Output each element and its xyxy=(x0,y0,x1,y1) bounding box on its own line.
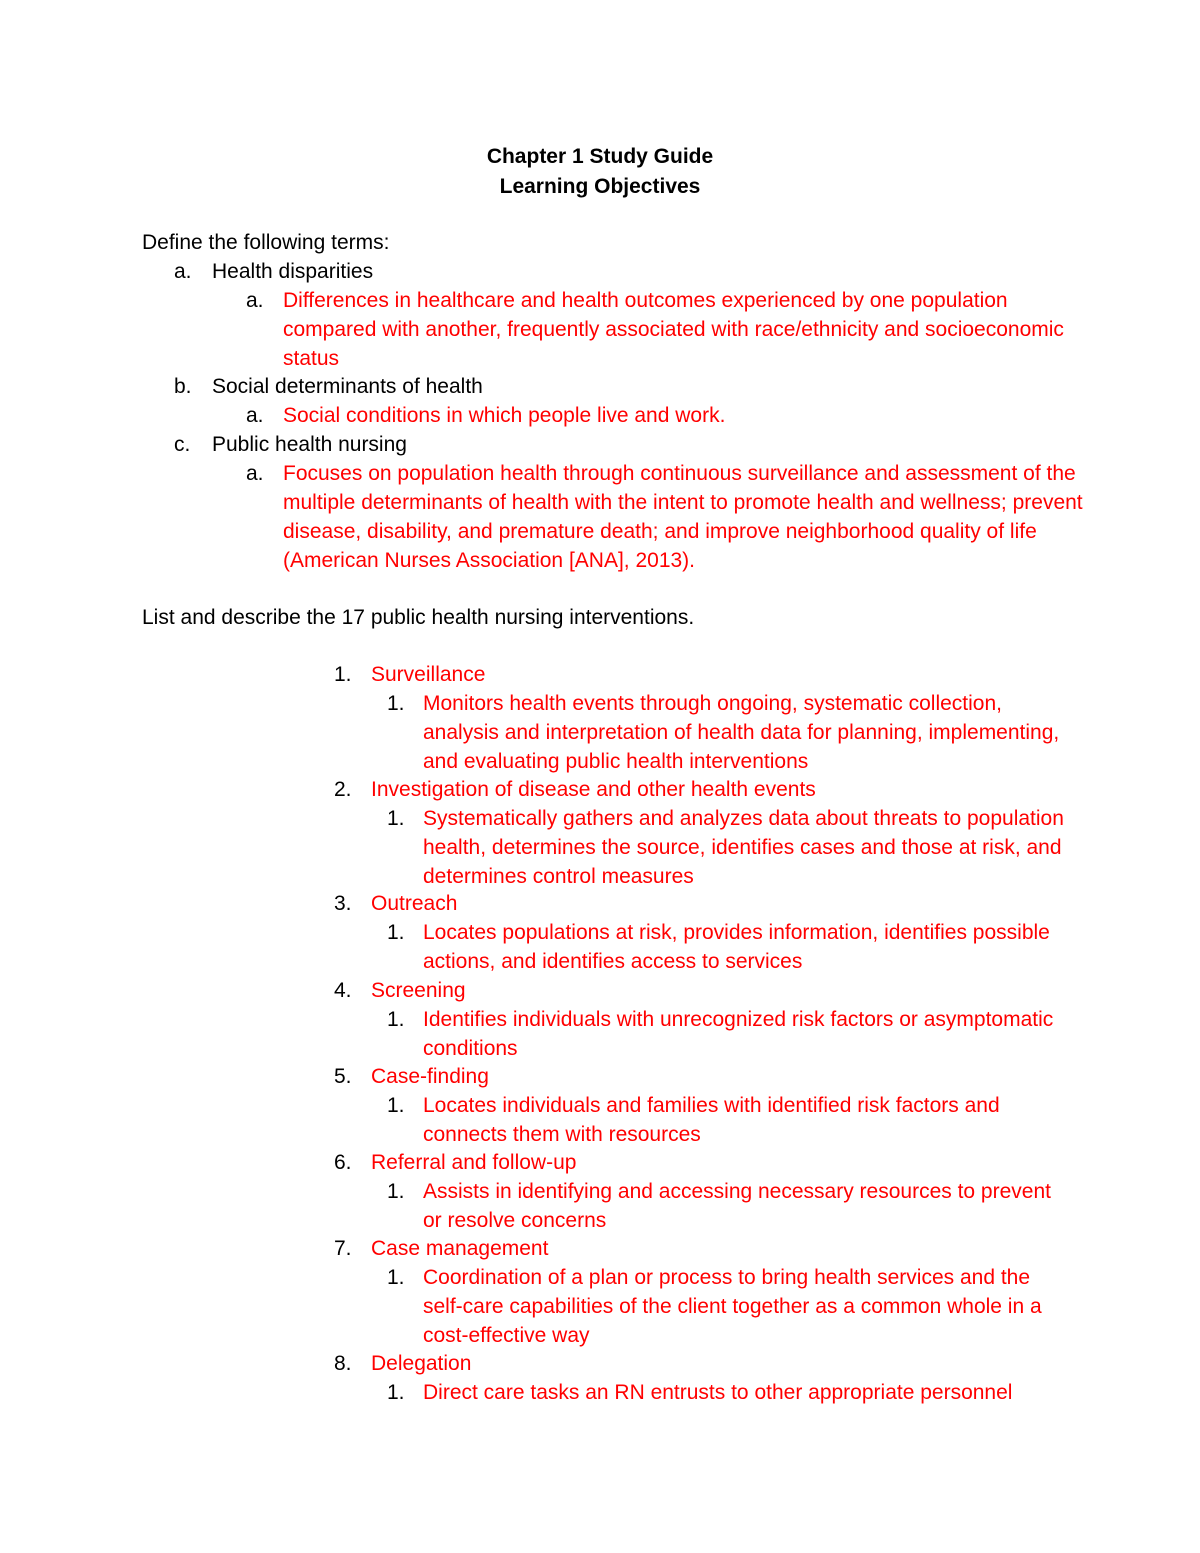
intervention-marker: 6. xyxy=(334,1151,352,1174)
page-subtitle: Learning Objectives xyxy=(499,175,701,198)
term-label: Public health nursing xyxy=(212,433,407,456)
intervention-description: Coordination of a plan or process to bring health services and the self-care capabilities of the client together as a common whole in a cost-effective way xyxy=(423,1266,1042,1347)
intervention-marker: 1. xyxy=(334,663,352,686)
intervention-description: Locates individuals and families with identified risk factors and connects them with resources xyxy=(423,1094,1000,1146)
intervention-name: Referral and follow-up xyxy=(371,1151,577,1174)
intervention-name: Case-finding xyxy=(371,1065,489,1088)
definition-marker: a. xyxy=(246,404,264,427)
intervention-sub-marker: 1. xyxy=(387,921,405,944)
term-label: Health disparities xyxy=(212,260,374,283)
intervention-description: Monitors health events through ongoing, systematic collection, analysis and interpretation of health data for planning, implementing, and evaluating public health interventions xyxy=(423,692,1060,773)
intervention-name: Investigation of disease and other health events xyxy=(371,778,816,801)
intervention-sub-marker: 1. xyxy=(387,1008,405,1031)
definition-text: Differences in healthcare and health outcomes experienced by one population compared with another, frequently associated with race/ethnicity and socioeconomic status xyxy=(283,289,1064,370)
intervention-sub-marker: 1. xyxy=(387,1381,405,1404)
definition-marker: a. xyxy=(246,462,264,485)
intervention-sub-marker: 1. xyxy=(387,1094,405,1117)
intervention-name: Screening xyxy=(371,979,466,1002)
intervention-sub-marker: 1. xyxy=(387,1266,405,1289)
term-marker: a. xyxy=(174,260,192,283)
definition-marker: a. xyxy=(246,289,264,312)
intervention-description: Identifies individuals with unrecognized risk factors or asymptomatic conditions xyxy=(423,1008,1054,1060)
intervention-description: Direct care tasks an RN entrusts to other appropriate personnel xyxy=(423,1381,1013,1404)
intervention-marker: 5. xyxy=(334,1065,352,1088)
page-title: Chapter 1 Study Guide xyxy=(486,145,714,168)
section1-prompt: Define the following terms: xyxy=(142,231,390,254)
term-marker: c. xyxy=(174,433,191,456)
intervention-description: Systematically gathers and analyzes data about threats to population health, determines the source, identifies cases and those at risk, and determines control measures xyxy=(423,807,1064,888)
term-marker: b. xyxy=(174,375,192,398)
intervention-name: Surveillance xyxy=(371,663,486,686)
definition-text: Social conditions in which people live and work. xyxy=(283,404,726,427)
section2-prompt: List and describe the 17 public health nursing interventions. xyxy=(142,606,695,629)
intervention-marker: 4. xyxy=(334,979,352,1002)
intervention-marker: 3. xyxy=(334,892,352,915)
intervention-description: Assists in identifying and accessing necessary resources to prevent or resolve concerns xyxy=(423,1180,1051,1232)
term-label: Social determinants of health xyxy=(212,375,483,398)
intervention-name: Outreach xyxy=(371,892,458,915)
intervention-marker: 2. xyxy=(334,778,352,801)
intervention-description: Locates populations at risk, provides information, identifies possible actions, and identifies access to services xyxy=(423,921,1050,973)
intervention-sub-marker: 1. xyxy=(387,807,405,830)
intervention-marker: 8. xyxy=(334,1352,352,1375)
intervention-sub-marker: 1. xyxy=(387,692,405,715)
intervention-name: Delegation xyxy=(371,1352,472,1375)
intervention-name: Case management xyxy=(371,1237,549,1260)
definition-text: Focuses on population health through continuous surveillance and assessment of the multiple determinants of health with the intent to promote health and wellness; prevent disease, disability, and premature death; and improve neighborhood quality of life (American Nurses Association [ANA], 2013). xyxy=(283,462,1083,572)
intervention-marker: 7. xyxy=(334,1237,352,1260)
intervention-sub-marker: 1. xyxy=(387,1180,405,1203)
